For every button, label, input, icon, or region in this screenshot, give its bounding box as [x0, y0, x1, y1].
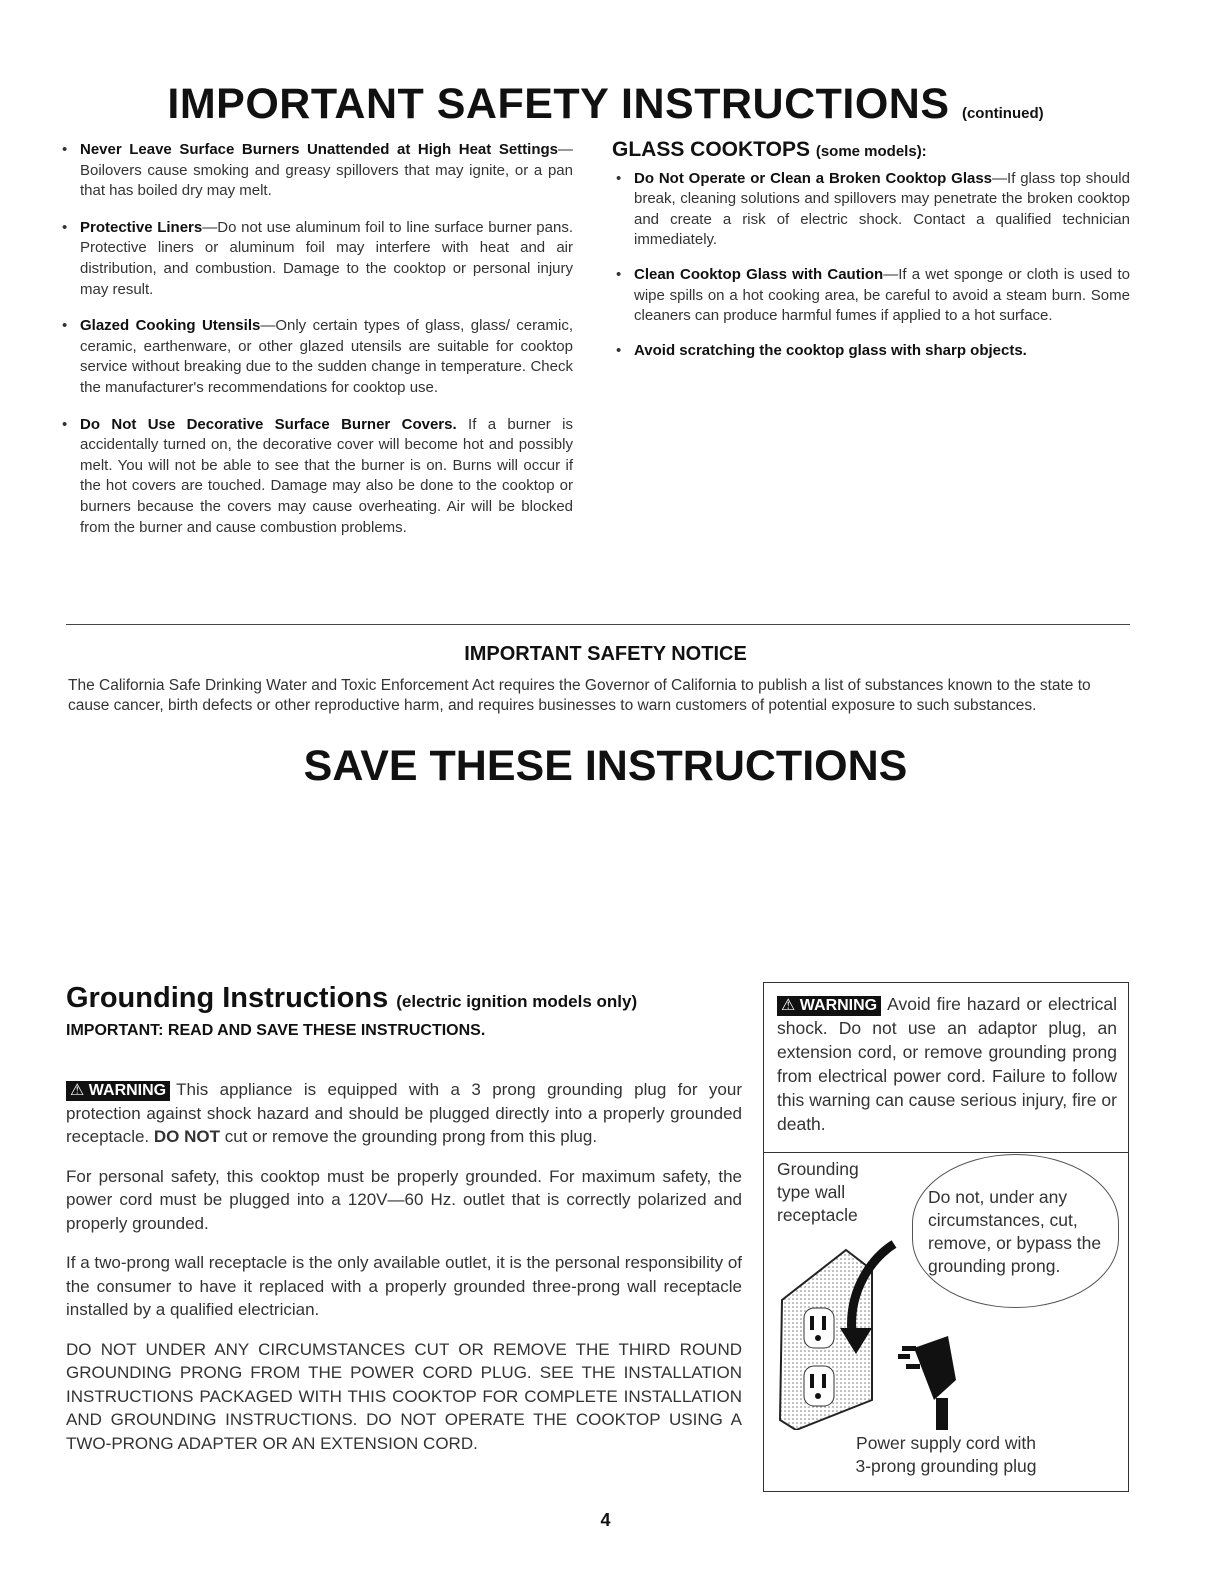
page-title: [0, 78, 1211, 140]
item-heading: Glazed Cooking Utensils: [80, 317, 261, 335]
receptacle-label: [777, 1158, 859, 1227]
warning-badge-label: WARNING: [88, 1082, 167, 1099]
grounding-body: [66, 1078, 742, 1471]
grounding-important: IMPORTANT: READ AND SAVE THESE INSTRUCTIONS.: [66, 1022, 486, 1039]
bullet-icon: •: [616, 265, 622, 283]
warning-text: This appliance is equipped with a 3 prong grounding plug for your protection against shock hazard and should be plugged directly into a properly grounded receptacle.: [66, 1080, 742, 1146]
warning-tail: cut or remove the grounding prong from this plug.: [220, 1127, 598, 1146]
page-number: 4: [600, 1510, 611, 1530]
section-heading: [612, 140, 1130, 163]
power-cord: [936, 1398, 948, 1430]
plug-prong: [902, 1346, 916, 1351]
notice-body: The California Safe Drinking Water and Toxic Enforcement Act requires the Governor of California to publish a list of substances known to the state to cause cancer, birth defects or other reproductive harm, and requires businesses to warn customers of potential exposure to such substances.: [68, 677, 1091, 714]
grounding-title-text: Grounding Instructions: [66, 982, 389, 1014]
grounding-paragraph: DO NOT UNDER ANY CIRCUMSTANCES CUT OR REMOVE THE THIRD ROUND GROUNDING PRONG FROM THE POWER CORD PLUG. SEE THE INSTALLATION INSTRUCTIONS PACKAGED WITH THIS COOKTOP FOR COMPLETE INSTALLATION AND GROUNDING INSTRUCTIONS. DO NOT OPERATE THE COOKTOP USING A TWO-PRONG ADAPTER OR AN EXTENSION CORD.: [66, 1339, 742, 1453]
notice-title: IMPORTANT SAFETY NOTICE: [464, 643, 747, 665]
bullet-icon: •: [616, 169, 622, 187]
grounding-paragraph: If a two-prong wall receptacle is the only available outlet, it is the personal responsibility of the consumer to have it replaced with a properly grounded three-prong wall receptacle installed by a qualified electrician.: [66, 1253, 742, 1319]
bullet-icon: •: [62, 141, 68, 158]
item-heading: Clean Cooktop Glass with Caution: [634, 265, 884, 283]
grounding-title: [66, 982, 637, 1015]
plug-label-line: 3-prong grounding plug: [855, 1456, 1037, 1476]
grounding-paragraph: For personal safety, this cooktop must be properly grounded. For maximum safety, the power cord must be plugged into a 120V—60 Hz. outlet that is correctly polarized and properly grounded.: [66, 1166, 742, 1233]
warning-box-text: [777, 992, 1117, 1136]
warning-box-body: Avoid fire hazard or electrical shock. Do not use an adaptor plug, an extension cord, or remove grounding prong from electrical power cord. Failure to follow this warning can cause serious injury, fire or death.: [777, 994, 1117, 1134]
warning-badge-label: WARNING: [799, 997, 878, 1014]
item-heading: Avoid scratching the cooktop glass with sharp objects.: [634, 341, 1027, 359]
save-instructions-title: SAVE THESE INSTRUCTIONS: [303, 742, 908, 790]
item-text: If a burner is accidentally turned on, the decorative cover will become hot and possibly melt. You will not be able to see that the burner is on. Burns will occur if the hot covers are touched. Damage may also be done to the cooktop or burners because the covers may cause overheating. Air will be blocked from the burner and cause combustion problems.: [80, 415, 573, 536]
bullet-icon: •: [62, 317, 68, 335]
plug-label: [763, 1432, 1129, 1478]
plug-label-line: Power supply cord with: [856, 1433, 1036, 1453]
receptacle-label-line: type wall: [777, 1182, 846, 1202]
section-divider: [66, 624, 1130, 625]
receptacle-label-line: receptacle: [777, 1205, 858, 1225]
outlet-slot: [810, 1316, 814, 1330]
warning-emphasis: DO NOT: [153, 1127, 221, 1146]
list-item: [612, 169, 1130, 251]
outlet-slot: [822, 1374, 826, 1388]
ground-hole: [815, 1393, 821, 1399]
left-column: [58, 140, 573, 554]
ground-prong: [898, 1354, 910, 1359]
outlet-slot: [822, 1316, 826, 1330]
outlet-slot: [810, 1374, 814, 1388]
page-title-text: IMPORTANT SAFETY INSTRUCTIONS: [167, 80, 950, 128]
item-heading: Never Leave Surface Burners Unattended at High Heat Settings: [80, 141, 558, 158]
warning-triangle-icon: ⚠: [781, 997, 796, 1014]
grounding-title-suffix: (electric ignition models only): [396, 992, 638, 1011]
receptacle-label-line: Grounding: [777, 1159, 859, 1179]
item-text: —Boilovers cause smoking and greasy spillovers that may ignite, or a pan that has boiled dry may melt.: [80, 141, 573, 200]
list-item: [58, 218, 573, 300]
item-heading: Do Not Operate or Clean a Broken Cooktop Glass: [634, 169, 993, 187]
bullet-icon: •: [62, 218, 68, 236]
outlet-plug-illustration: [776, 1230, 956, 1430]
page-title-suffix: (continued): [961, 105, 1044, 122]
outlet-face-bottom: [804, 1366, 834, 1406]
item-heading: Protective Liners: [80, 218, 203, 236]
list-item: [58, 415, 573, 539]
item-text: —Do not use aluminum foil to line surface burner pans. Protective liners or aluminum foil may interfere with heat and air distribution, and combustion. Damage to the cooktop or personal injury may result.: [80, 218, 573, 298]
list-item: [612, 265, 1130, 327]
item-heading: Do Not Use Decorative Surface Burner Covers.: [80, 415, 457, 433]
bullet-icon: •: [616, 341, 622, 359]
callout-text: Do not, under any circumstances, cut, remove, or bypass the grounding prong.: [928, 1187, 1102, 1276]
list-item: [58, 140, 573, 202]
warning-box-divider: [763, 1152, 1129, 1153]
bullet-icon: •: [62, 415, 68, 433]
plug-prong: [906, 1364, 920, 1369]
plug-body: [914, 1336, 956, 1400]
outlet-face-top: [804, 1308, 834, 1348]
item-text: —Only certain types of glass, glass/ ceramic, ceramic, earthenware, or other glazed utensils are suitable for cooktop service without breaking due to the sudden change in temperature. Check the manufacturer's recommendations for cooktop use.: [80, 317, 573, 396]
item-text: —If glass top should break, cleaning solutions and spillovers may penetrate the broken cooktop and create a risk of electric shock. Contact a qualified technician immediately.: [634, 169, 1130, 249]
section-heading-suffix: (some models):: [815, 143, 927, 160]
warning-badge: [777, 996, 881, 1016]
list-item: [58, 316, 573, 398]
item-text: —If a wet sponge or cloth is used to wipe spills on a hot cooking area, be careful to avoid a steam burn. Some cleaners can produce harmful fumes if applied to a hot surface.: [634, 265, 1130, 325]
warning-triangle-icon: ⚠: [70, 1082, 85, 1099]
ground-hole: [815, 1335, 821, 1341]
list-item: [612, 341, 1130, 362]
section-heading-text: GLASS COOKTOPS: [612, 138, 810, 161]
warning-badge: [66, 1081, 170, 1101]
right-column: [612, 140, 1130, 375]
grounding-warning: [66, 1078, 742, 1149]
